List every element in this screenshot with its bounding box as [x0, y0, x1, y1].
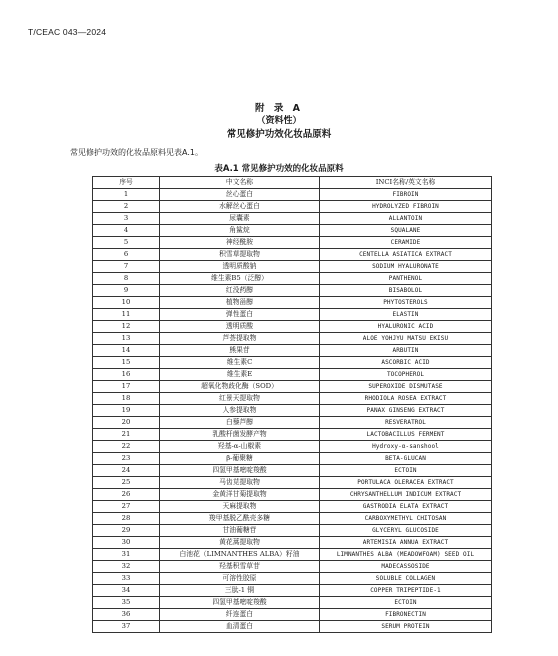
row-index: 36	[93, 609, 160, 621]
row-index: 2	[93, 201, 160, 213]
table-row	[93, 213, 492, 225]
row-inci-name: COPPER TRIPEPTIDE-1	[320, 585, 492, 597]
row-index: 8	[93, 273, 160, 285]
row-chinese-name: 纤连蛋白	[160, 609, 320, 621]
table-row	[93, 621, 492, 633]
table-row	[93, 489, 492, 501]
row-index: 25	[93, 477, 160, 489]
row-chinese-name: 人参提取物	[160, 405, 320, 417]
table-caption: 表A.1 常见修护功效的化妆品原料	[214, 164, 344, 174]
table-row	[93, 573, 492, 585]
row-chinese-name: 尿囊素	[160, 213, 320, 225]
row-inci-name: RESVERATROL	[320, 417, 492, 429]
row-inci-name: HYALURONIC ACID	[320, 321, 492, 333]
row-inci-name: BETA-GLUCAN	[320, 453, 492, 465]
row-inci-name: CHRYSANTHELLUM INDICUM EXTRACT	[320, 489, 492, 501]
row-inci-name: ALOE YOHJYU MATSU EKISU	[320, 333, 492, 345]
row-inci-name: SODIUM HYALURONATE	[320, 261, 492, 273]
row-inci-name: SOLUBLE COLLAGEN	[320, 573, 492, 585]
row-inci-name: ECTOIN	[320, 597, 492, 609]
row-index: 11	[93, 309, 160, 321]
table-row	[93, 273, 492, 285]
row-index: 37	[93, 621, 160, 633]
row-chinese-name: 丝心蛋白	[160, 189, 320, 201]
table-row	[93, 537, 492, 549]
table-row	[93, 405, 492, 417]
row-index: 27	[93, 501, 160, 513]
row-chinese-name: 红没药醇	[160, 285, 320, 297]
row-chinese-name: 天麻提取物	[160, 501, 320, 513]
row-index: 10	[93, 297, 160, 309]
row-chinese-name: 超氧化物歧化酶（SOD）	[160, 381, 320, 393]
appendix-title: 附 录 A	[255, 103, 303, 114]
row-index: 32	[93, 561, 160, 573]
row-chinese-name: 弹性蛋白	[160, 309, 320, 321]
row-inci-name: FIBRONECTIN	[320, 609, 492, 621]
row-index: 17	[93, 381, 160, 393]
row-chinese-name: 白池花（LIMNANTHES ALBA）籽油	[160, 549, 320, 561]
row-index: 22	[93, 441, 160, 453]
table-header-row	[93, 177, 492, 189]
row-index: 29	[93, 525, 160, 537]
row-index: 30	[93, 537, 160, 549]
row-inci-name: ASCORBIC ACID	[320, 357, 492, 369]
row-index: 6	[93, 249, 160, 261]
table-row	[93, 441, 492, 453]
row-inci-name: PANTHENOL	[320, 273, 492, 285]
document-code: T/CEAC 043—2024	[28, 27, 107, 37]
row-inci-name: ALLANTOIN	[320, 213, 492, 225]
header-inci-name: INCI名称/英文名称	[320, 177, 492, 189]
table-row	[93, 285, 492, 297]
row-inci-name: CARBOXYMETHYL CHITOSAN	[320, 513, 492, 525]
row-inci-name: TOCOPHEROL	[320, 369, 492, 381]
table-row	[93, 333, 492, 345]
row-inci-name: CERAMIDE	[320, 237, 492, 249]
row-chinese-name: 维生素B5（泛醇）	[160, 273, 320, 285]
header-chinese-name: 中文名称	[160, 177, 320, 189]
row-index: 14	[93, 345, 160, 357]
row-index: 3	[93, 213, 160, 225]
row-inci-name: SUPEROXIDE DISMUTASE	[320, 381, 492, 393]
row-inci-name: GLYCERYL GLUCOSIDE	[320, 525, 492, 537]
row-chinese-name: 三肽-1 铜	[160, 585, 320, 597]
row-inci-name: ARBUTIN	[320, 345, 492, 357]
row-inci-name: LACTOBACILLUS FERMENT	[320, 429, 492, 441]
table-row	[93, 585, 492, 597]
row-index: 33	[93, 573, 160, 585]
table-row	[93, 549, 492, 561]
table-row	[93, 525, 492, 537]
row-inci-name: PORTULACA OLERACEA EXTRACT	[320, 477, 492, 489]
row-chinese-name: 熊果苷	[160, 345, 320, 357]
row-inci-name: SERUM PROTEIN	[320, 621, 492, 633]
row-chinese-name: 白藜芦醇	[160, 417, 320, 429]
row-chinese-name: 植物甾醇	[160, 297, 320, 309]
intro-paragraph: 常见修护功效的化妆品原料见表A.1。	[70, 148, 203, 157]
row-chinese-name: 四氢甲基嘧啶羧酸	[160, 597, 320, 609]
table-row	[93, 201, 492, 213]
row-inci-name: ARTEMISIA ANNUA EXTRACT	[320, 537, 492, 549]
table-row	[93, 189, 492, 201]
row-chinese-name: β-葡聚糖	[160, 453, 320, 465]
row-inci-name: MADECASSOSIDE	[320, 561, 492, 573]
row-index: 1	[93, 189, 160, 201]
table-row	[93, 321, 492, 333]
header-index: 序号	[93, 177, 160, 189]
table-row	[93, 297, 492, 309]
table-row	[93, 453, 492, 465]
row-index: 16	[93, 369, 160, 381]
row-chinese-name: 马齿苋提取物	[160, 477, 320, 489]
table-row	[93, 309, 492, 321]
row-chinese-name: 透明质酸	[160, 321, 320, 333]
row-index: 35	[93, 597, 160, 609]
table-row	[93, 225, 492, 237]
table-row	[93, 417, 492, 429]
row-index: 26	[93, 489, 160, 501]
row-chinese-name: 透明质酸钠	[160, 261, 320, 273]
row-inci-name: GASTRODIA ELATA EXTRACT	[320, 501, 492, 513]
row-inci-name: LIMNANTHES ALBA (MEADOWFOAM) SEED OIL	[320, 549, 492, 561]
row-index: 9	[93, 285, 160, 297]
row-index: 18	[93, 393, 160, 405]
table-row	[93, 261, 492, 273]
row-chinese-name: 维生素E	[160, 369, 320, 381]
row-chinese-name: 黄花蒿提取物	[160, 537, 320, 549]
table-row	[93, 465, 492, 477]
row-chinese-name: 甘油葡糖苷	[160, 525, 320, 537]
row-inci-name: CENTELLA ASIATICA EXTRACT	[320, 249, 492, 261]
table-row	[93, 393, 492, 405]
appendix-heading: 常见修护功效化妆品原料	[226, 129, 332, 140]
row-index: 24	[93, 465, 160, 477]
table-body	[93, 189, 492, 633]
appendix-nature: （资料性）	[256, 116, 302, 126]
table-row	[93, 249, 492, 261]
row-chinese-name: 水解丝心蛋白	[160, 201, 320, 213]
row-inci-name: Hydroxy-α-sanshool	[320, 441, 492, 453]
row-index: 12	[93, 321, 160, 333]
row-chinese-name: 乳酸杆菌发酵产物	[160, 429, 320, 441]
row-index: 20	[93, 417, 160, 429]
row-index: 19	[93, 405, 160, 417]
table-row	[93, 477, 492, 489]
table-row	[93, 381, 492, 393]
row-inci-name: ELASTIN	[320, 309, 492, 321]
row-index: 28	[93, 513, 160, 525]
row-index: 31	[93, 549, 160, 561]
row-chinese-name: 羟基积雪草苷	[160, 561, 320, 573]
table-row	[93, 609, 492, 621]
row-chinese-name: 可溶性胶原	[160, 573, 320, 585]
row-inci-name: FIBROIN	[320, 189, 492, 201]
row-inci-name: BISABOLOL	[320, 285, 492, 297]
row-index: 34	[93, 585, 160, 597]
row-chinese-name: 神经酰胺	[160, 237, 320, 249]
table-row	[93, 357, 492, 369]
row-index: 21	[93, 429, 160, 441]
table-row	[93, 501, 492, 513]
row-chinese-name: 角鲨烷	[160, 225, 320, 237]
table-row	[93, 369, 492, 381]
row-chinese-name: 金黄洋甘菊提取物	[160, 489, 320, 501]
row-chinese-name: 红景天提取物	[160, 393, 320, 405]
row-index: 13	[93, 333, 160, 345]
row-chinese-name: 四氢甲基嘧啶羧酸	[160, 465, 320, 477]
table-row	[93, 597, 492, 609]
table-row	[93, 237, 492, 249]
table-row	[93, 429, 492, 441]
table-row	[93, 345, 492, 357]
row-inci-name: SQUALANE	[320, 225, 492, 237]
table-row	[93, 513, 492, 525]
row-index: 15	[93, 357, 160, 369]
ingredients-table	[92, 176, 492, 633]
row-inci-name: HYDROLYZED FIBROIN	[320, 201, 492, 213]
row-chinese-name: 羧甲基脱乙酰壳多糖	[160, 513, 320, 525]
row-index: 5	[93, 237, 160, 249]
row-inci-name: PHYTOSTEROLS	[320, 297, 492, 309]
row-chinese-name: 血清蛋白	[160, 621, 320, 633]
row-chinese-name: 芦荟提取物	[160, 333, 320, 345]
row-chinese-name: 羟基-α-山椒素	[160, 441, 320, 453]
row-inci-name: RHODIOLA ROSEA EXTRACT	[320, 393, 492, 405]
row-chinese-name: 维生素C	[160, 357, 320, 369]
row-index: 7	[93, 261, 160, 273]
row-index: 23	[93, 453, 160, 465]
row-inci-name: ECTOIN	[320, 465, 492, 477]
row-index: 4	[93, 225, 160, 237]
table-row	[93, 561, 492, 573]
row-inci-name: PANAX GINSENG EXTRACT	[320, 405, 492, 417]
row-chinese-name: 积雪草提取物	[160, 249, 320, 261]
